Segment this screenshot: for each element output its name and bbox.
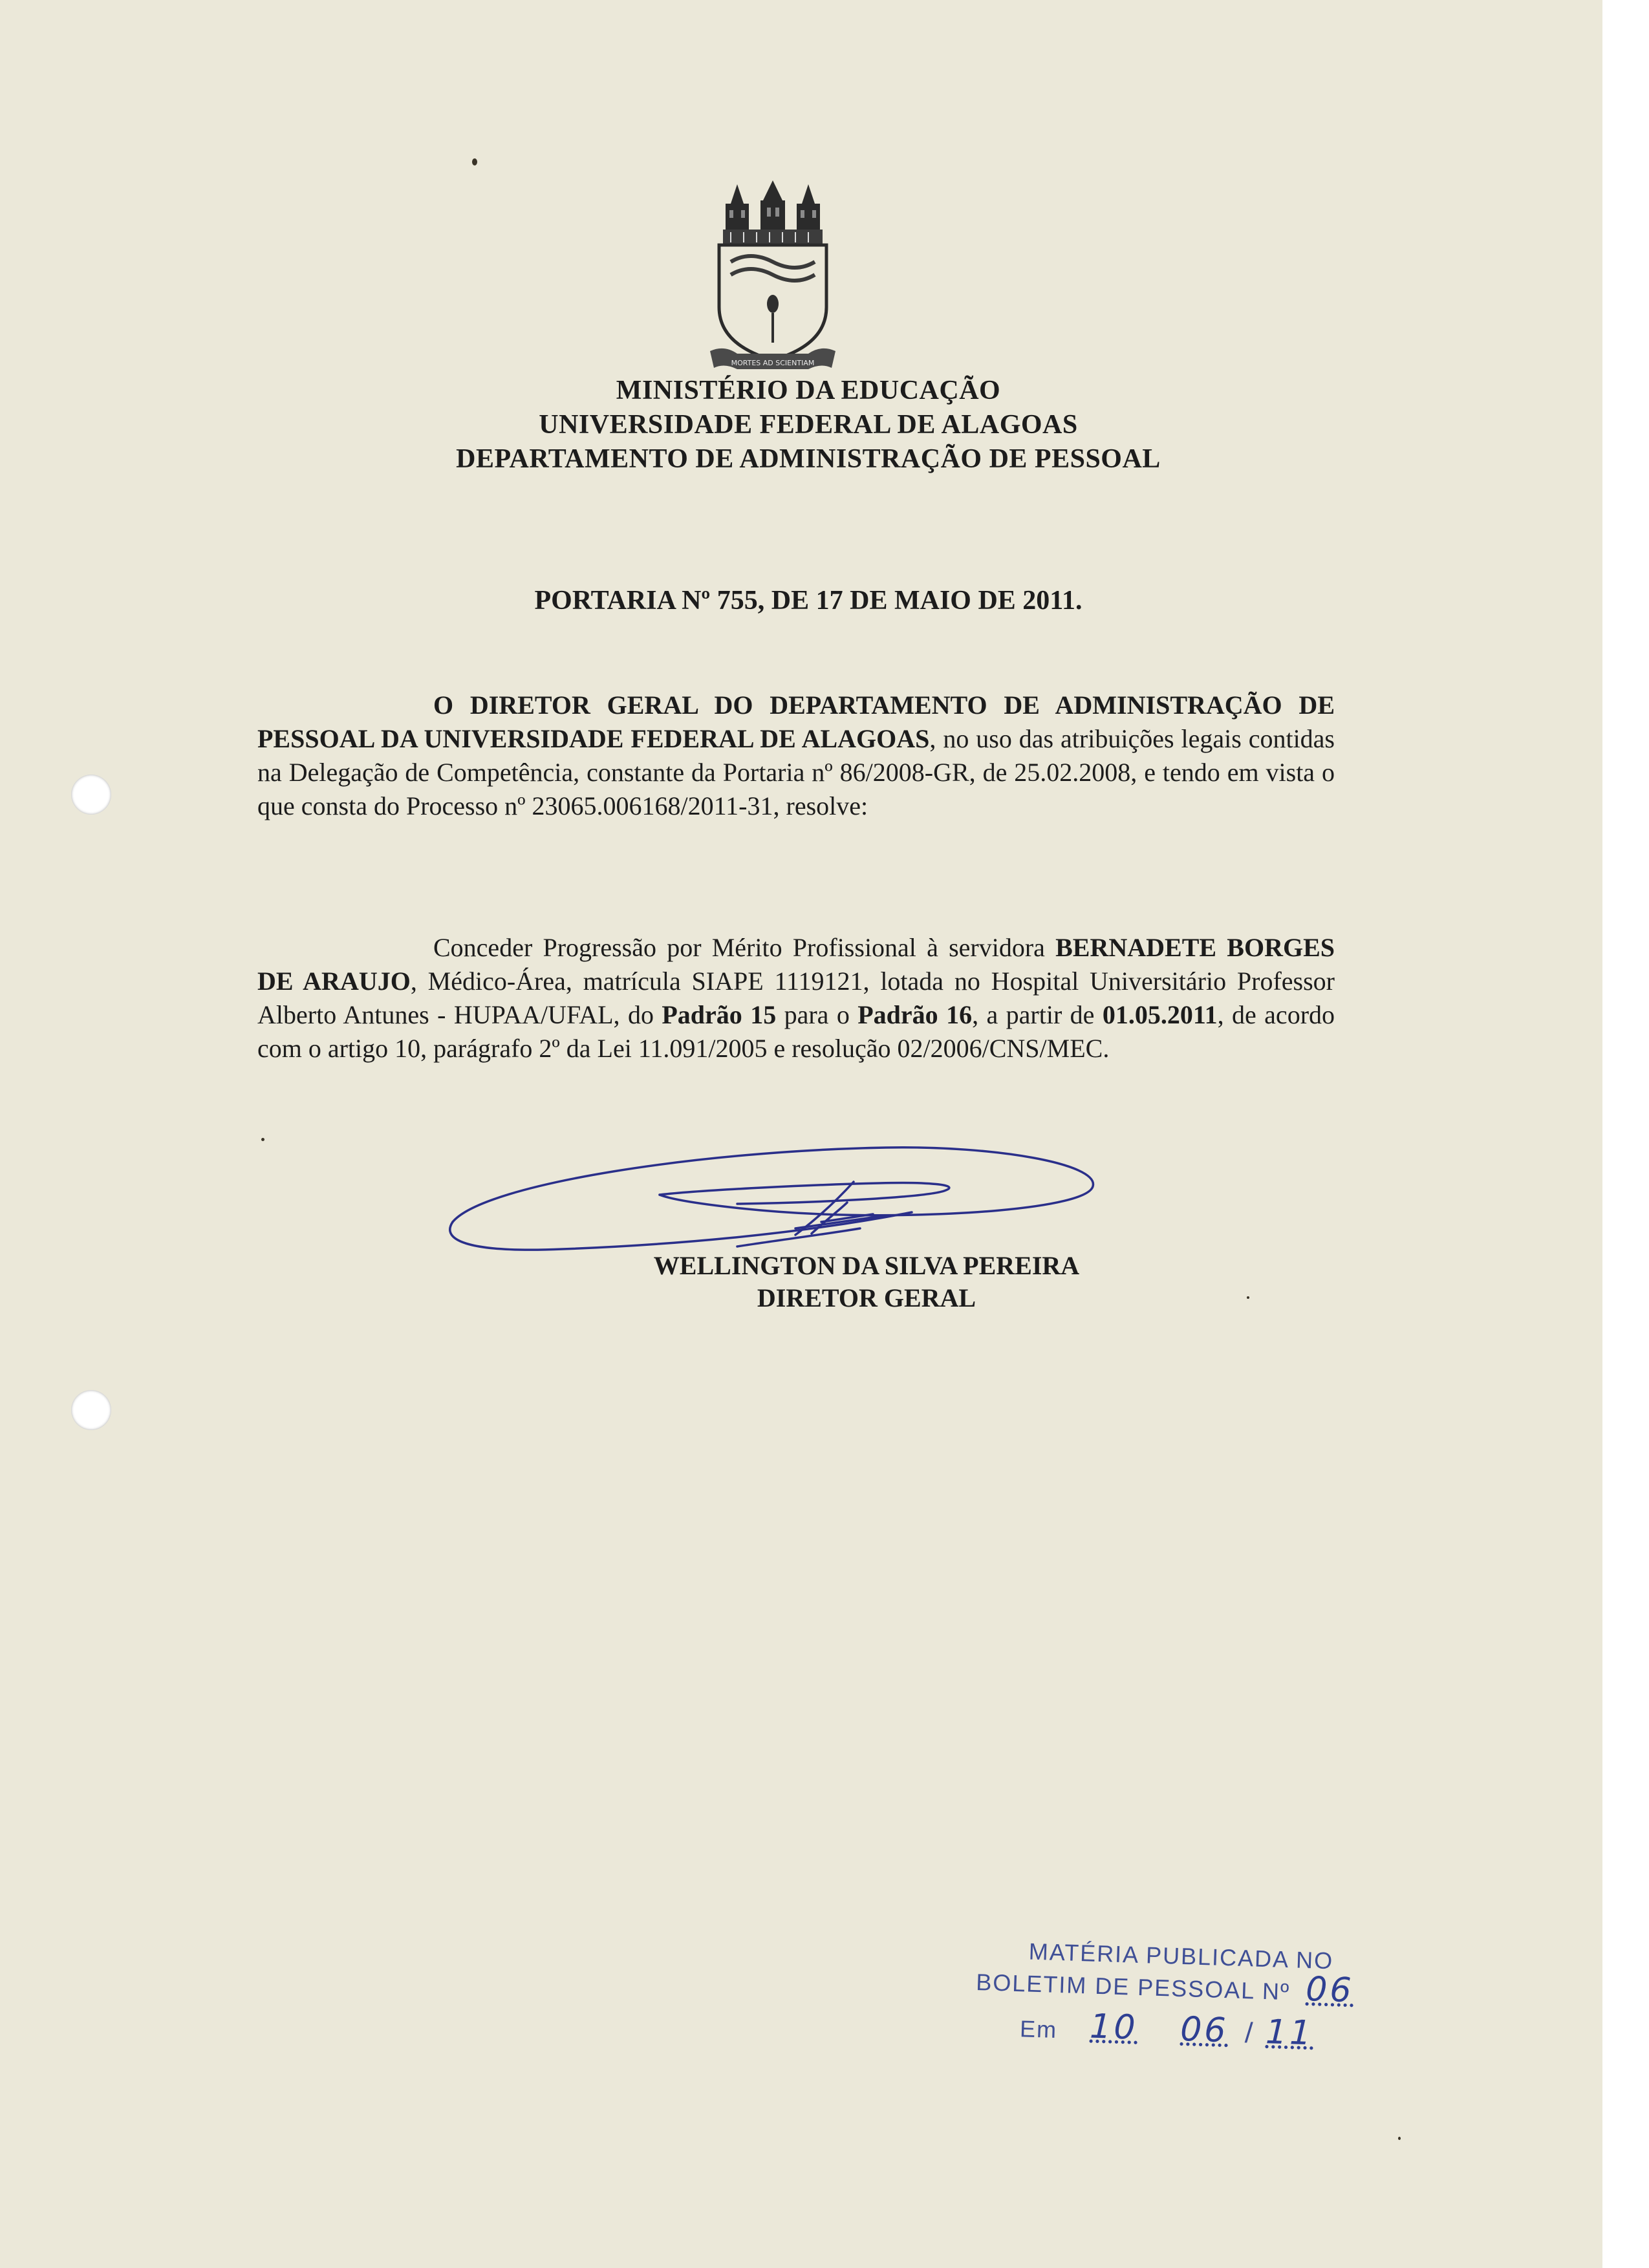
stamp-line2: BOLETIM DE PESSOAL Nº: [975, 1968, 1291, 2006]
department-name: DEPARTAMENTO DE ADMINISTRAÇÃO DE PESSOAL: [456, 444, 1161, 474]
stamp-em-label: Em: [1019, 2015, 1058, 2043]
svg-text:MORTES AD SCIENTIAM: MORTES AD SCIENTIAM: [731, 359, 815, 367]
issuer-text: O DIRETOR GERAL DO DEPARTAMENTO DE ADMINISTRAÇÃO DE PESSOAL DA UNIVERSIDADE FEDERAL DE ALAGOAS: [257, 690, 1335, 753]
punch-hole: [71, 1390, 111, 1430]
resolution-text: , de acordo com o artigo 10, parágrafo 2º da Lei 11.091/2005 e resolução 02/2006/CNS/MEC.: [257, 1000, 1335, 1063]
scan-speck: [261, 1138, 264, 1141]
punch-hole: [71, 775, 111, 815]
ministry-name: MINISTÉRIO DA EDUCAÇÃO: [616, 376, 1001, 405]
stamp-month: 06: [1180, 2009, 1229, 2051]
preamble-paragraph: [257, 689, 1335, 823]
portaria-title: PORTARIA Nº 755, DE 17 DE MAIO DE 2011.: [534, 586, 1083, 615]
resolution-text: Conceder Progressão por Mérito Profissional à servidora: [433, 933, 1056, 962]
signature-block: [543, 1250, 1190, 1314]
padrao-to: Padrão 16: [857, 1000, 973, 1029]
resolution-paragraph: [257, 931, 1335, 1065]
signer-name: WELLINGTON DA SILVA PEREIRA: [653, 1251, 1080, 1280]
stamp-year: 11: [1265, 2013, 1315, 2053]
padrao-from: Padrão 15: [662, 1000, 777, 1029]
employee-name: BERNADETE BORGES DE ARAUJO: [257, 933, 1335, 996]
stamp-separator: /: [1244, 2017, 1255, 2049]
university-crest-logo: [705, 178, 841, 378]
scan-speck: [1398, 2137, 1401, 2140]
effective-date: 01.05.2011: [1102, 1000, 1218, 1029]
resolution-text: para o: [776, 1000, 858, 1029]
document-header: [259, 374, 1358, 476]
scan-speck: [472, 158, 477, 166]
university-name: UNIVERSIDADE FEDERAL DE ALAGOAS: [539, 410, 1078, 440]
preamble-text: , no uso das atribuições legais contidas na Delegação de Competência, constante da Portaria nº 86/2008-GR, de 25.02.2008, e tendo em vista o que consta do Processo nº 23065.006168/2011-31, resolve:: [257, 724, 1335, 820]
resolution-text: , a partir de: [972, 1000, 1103, 1029]
resolution-text: , Médico-Área, matrícula SIAPE 1119121, lotada no Hospital Universitário Professor Alberto Antunes - HUPAA/UFAL, do: [257, 967, 1335, 1029]
scan-speck: [1247, 1296, 1249, 1299]
handwritten-signature: [433, 1138, 1112, 1267]
stamp-bulletin-number: 06: [1305, 1970, 1355, 2011]
signer-title: DIRETOR GERAL: [757, 1283, 976, 1312]
scan-edge: [1602, 0, 1649, 2268]
stamp-line1: MATÉRIA PUBLICADA NO: [1028, 1938, 1334, 1974]
stamp-day: 10: [1089, 2007, 1139, 2048]
publication-stamp: [973, 1936, 1392, 2091]
